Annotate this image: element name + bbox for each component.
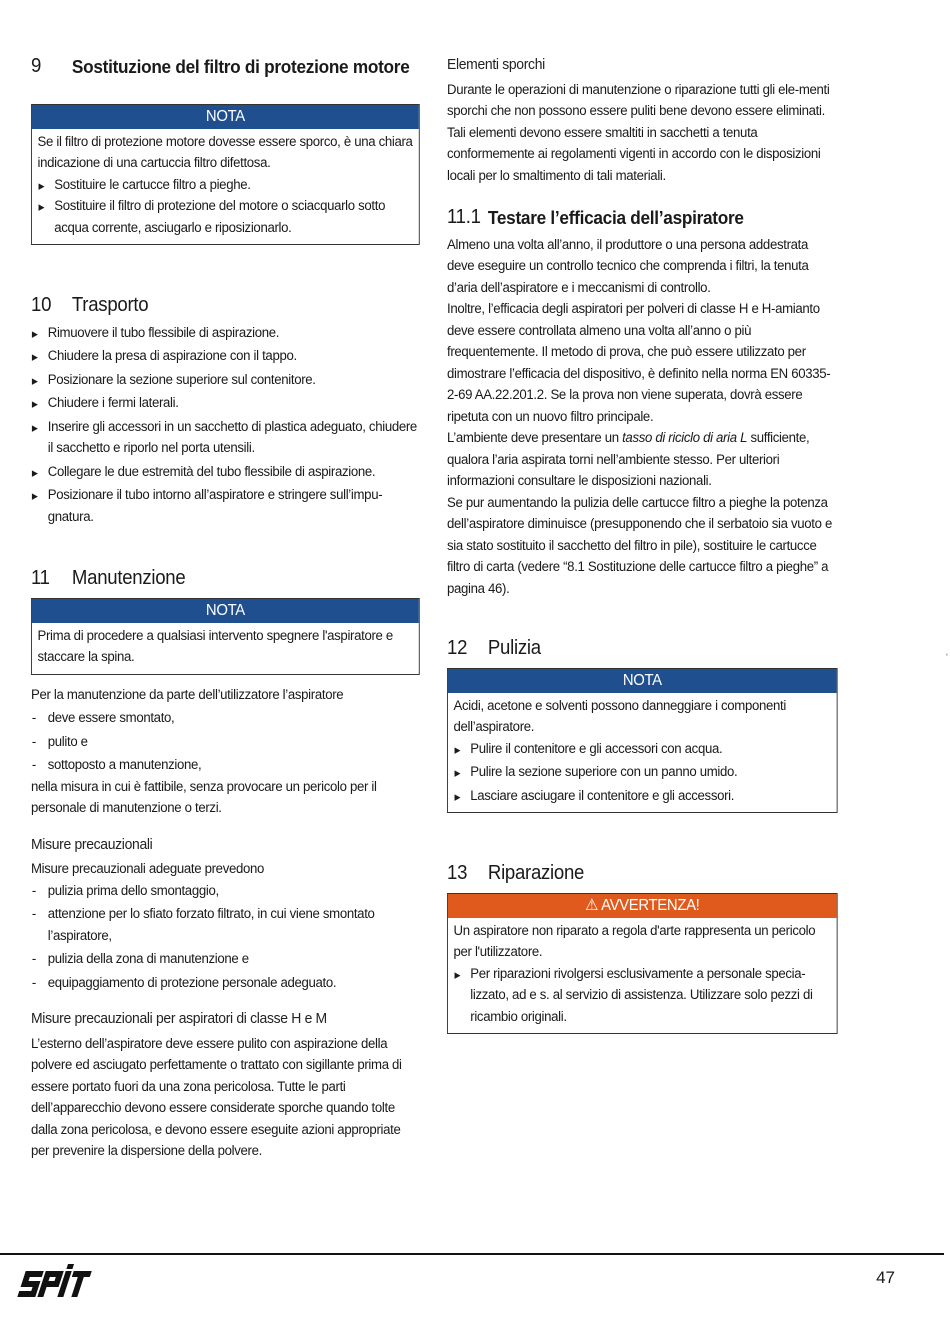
- note-box: [31, 598, 420, 675]
- paragraph: Misure precauzionali adeguate prevedono: [31, 861, 265, 877]
- text-run: L’ambiente deve presentare un: [447, 430, 623, 446]
- paragraph: Per la manutenzione da parte dell’utilizzatore l’aspiratore: [31, 686, 344, 703]
- left-column: [31, 54, 420, 1163]
- list-item: ▸ Pulire la sezione superiore con un panno umido.: [454, 762, 832, 784]
- list-item: ▸ Lasciare asciugare il contenitore e gli accessori.: [454, 786, 832, 808]
- list-item: ▸ Sostituire le cartucce filtro a pieghe.: [38, 175, 414, 197]
- note-header: NOTA: [32, 599, 419, 623]
- list-item: - sottoposto a manutenzione,: [31, 755, 420, 777]
- paragraph: Almeno una volta all’anno, il produttore o una persona addestrata deve eseguire un controllo tecnico che comprenda i filtri, la tenuta d’aria dell’aspiratore e i meccanismi di controllo.: [447, 236, 809, 296]
- paragraph: nella misura in cui è fattibile, senza provocare un pericolo per il personale di manutenzione o terzi.: [31, 778, 377, 816]
- warning-box: [447, 893, 838, 1035]
- list-item: - pulizia prima dello smontaggio,: [31, 881, 420, 903]
- list-item: ▸ Rimuovere il tubo flessibile di aspirazione.: [31, 323, 420, 345]
- section-number: 10: [31, 294, 52, 316]
- paragraph: Inoltre, l’efficacia degli aspiratori per polveri di classe H e H-amianto deve essere controllata almeno una volta all’anno o più frequentemente. Il metodo di prova, che può essere utilizzato per dimostrare l’efficacia del dispositivo, è definito nella norma EN 60335-2-69 AA.22.201.2. Se la prova non viene superata, dovrà essere ripetuta con un nuovo filtro principale.: [447, 301, 831, 425]
- paragraph: Se pur aumentando la pulizia delle cartucce filtro a pieghe la potenza dell’aspiratore diminuisce (presupponendo che il serbatoio sia vuoto e sia stato sostituito il sacchetto del filtro in pile), sostituire le cartucce filtro di carta (vedere “8.1 Sostituzione delle cartucce filtro a pieghe” a pagina 46).: [447, 494, 833, 597]
- section-title: Manutenzione: [71, 567, 186, 589]
- section-13-heading: [447, 863, 838, 885]
- section-title: Testare l’efficacia dell’aspiratore: [487, 207, 744, 228]
- edge-mark: ‘: [946, 652, 948, 662]
- list-item: - deve essere smontato,: [31, 708, 420, 730]
- paragraph: Durante le operazioni di manutenzione o riparazione tutti gli ele-menti sporchi che non possono essere puliti bene devono essere eliminati. Tali elementi devono essere smaltiti in sacchetti a tenuta conformemente ai regolamenti vigenti in accordo con le disposizioni locali per lo smaltimento di tali materiali.: [447, 81, 830, 184]
- dash-list: [31, 881, 420, 995]
- note-header: NOTA: [448, 669, 837, 693]
- warning-header: ⚠ AVVERTENZA!: [448, 894, 837, 918]
- paragraph: L’esterno dell’aspiratore deve essere pulito con aspirazione della polvere ed asciugato perfettamente o trattato con sigillante prima di essere portato fuori da una zona pericolosa. Tutte le parti dell’apparecchio devono essere considerate sporche quando tolte dalla zona pericolosa, e devono essere eseguite azioni appropriate per prevenire la dispersione della polvere.: [31, 1035, 402, 1159]
- paragraph: [447, 428, 838, 493]
- section-9-heading: [31, 56, 420, 78]
- list-item: ▸ Chiudere la presa di aspirazione con il tappo.: [31, 346, 420, 368]
- list-item: ▸ Sostituire il filtro di protezione del motore o sciacquarlo sotto acqua corrente, asciugarlo e riposizionarlo.: [38, 196, 414, 239]
- note-text: Prima di procedere a qualsiasi intervento spegnere l'aspiratore e staccare la spina.: [37, 627, 393, 665]
- spit-logo: [15, 1261, 101, 1307]
- list-item: ▸ Posizionare la sezione superiore sul contenitore.: [31, 370, 420, 392]
- list-item: ▸ Posizionare il tubo intorno all’aspiratore e stringere sull’impu-gnatura.: [31, 485, 420, 528]
- footer-rule: [0, 1253, 944, 1255]
- page-number: 47: [876, 1268, 895, 1287]
- subheading: Misure precauzionali: [31, 835, 153, 853]
- subheading: Elementi sporchi: [447, 56, 545, 73]
- section-11-heading: [31, 568, 420, 590]
- section-title: Riparazione: [487, 862, 585, 884]
- list-item: - pulito e: [31, 732, 420, 754]
- list-item: - equipaggiamento di protezione personale adeguato.: [31, 973, 420, 995]
- list-item: - pulizia della zona di manutenzione e: [31, 949, 420, 971]
- section-11-1-heading: [447, 207, 838, 229]
- subheading: Misure precauzionali per aspiratori di classe H e M: [31, 1010, 327, 1027]
- section-number: 9: [31, 55, 42, 77]
- section-number: 11: [31, 567, 50, 589]
- right-column: [447, 54, 838, 1034]
- section-title: Trasporto: [71, 294, 149, 316]
- list-item: ▸ Chiudere i fermi laterali.: [31, 393, 420, 415]
- note-text: Acidi, acetone e solventi possono danneggiare i componenti dell’aspiratore.: [453, 697, 786, 735]
- section-10-heading: [31, 295, 420, 317]
- note-box: [447, 668, 838, 814]
- text-run: sufficiente, qualora l’aria aspirata torni nell’ambiente stesso. Per ulteriori informazioni consultare le disposizioni nazionali.: [447, 430, 810, 489]
- note-box: [31, 104, 420, 246]
- list-item: ▸ Per riparazioni rivolgersi esclusivamente a personale specia-lizzato, ad e s. al servizio di assistenza. Utilizzare solo pezzi di ricambio originali.: [454, 964, 832, 1029]
- emphasis-text: tasso di riciclo di aria L: [622, 430, 748, 446]
- list-item: - attenzione per lo sfiato forzato filtrato, in cui viene smontato l’aspiratore,: [31, 904, 420, 947]
- note-header: NOTA: [32, 105, 419, 129]
- warning-text: Un aspiratore non riparato a regola d'arte rappresenta un pericolo per l'utilizzatore.: [453, 922, 816, 960]
- section-title: Sostituzione del filtro di protezione motore: [71, 56, 410, 77]
- section-number: 11.1: [447, 206, 481, 228]
- list-item: ▸ Collegare le due estremità del tubo flessibile di aspirazione.: [31, 462, 420, 484]
- section-12-heading: [447, 638, 838, 660]
- section-number: 13: [447, 862, 468, 884]
- list-item: ▸ Pulire il contenitore e gli accessori con acqua.: [454, 739, 832, 761]
- transport-steps: [31, 323, 420, 529]
- section-title: Pulizia: [487, 637, 541, 659]
- dash-list: [31, 708, 420, 777]
- list-item: ▸ Inserire gli accessori in un sacchetto di plastica adeguato, chiudere il sacchetto e riporlo nel porta utensili.: [31, 417, 420, 460]
- note-text: Se il filtro di protezione motore dovesse essere sporco, è una chiara indicazione di una cartuccia filtro difettosa.: [37, 133, 413, 171]
- section-number: 12: [447, 637, 468, 659]
